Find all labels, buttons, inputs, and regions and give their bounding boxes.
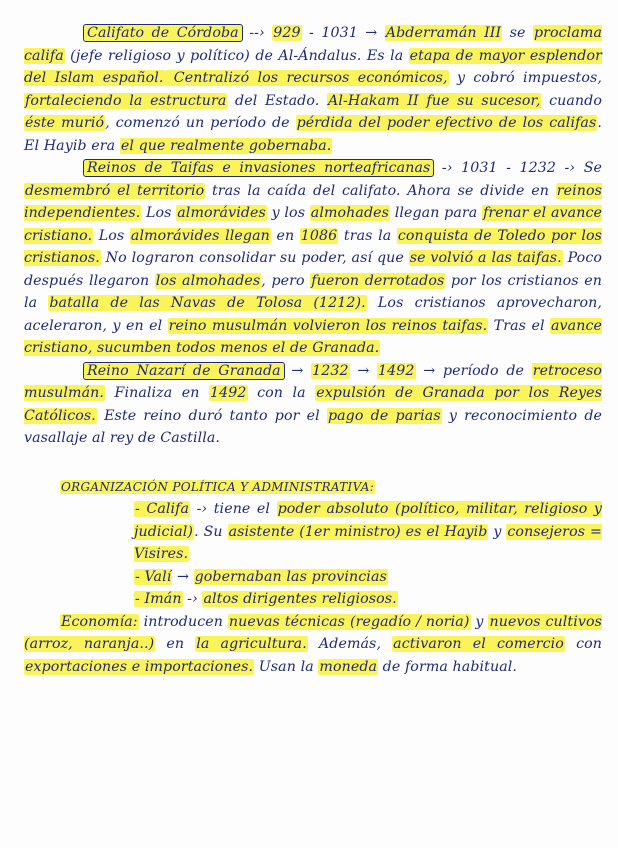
bullet-califa: - Califa -› tiene el poder absoluto (político, militar, religioso y judicial). Su asistente (1er ministro) es el Hayib y consejeros = Visires. [134,501,602,562]
paragraph-economia: Economía: introducen nuevas técnicas (regadío / noria) y nuevos cultivos (arroz, naranja..) en la agricultura. Además, activaron el comercio con exportaciones e importaciones. Usan la moneda de forma habitual. [24,613,603,675]
heading-califato: Califato de Córdoba [84,25,242,41]
heading-taifas: Reinos de Taifas e invasiones norteafricanas [84,160,433,176]
section-title-organizacion: ORGANIZACIÓN POLÍTICA Y ADMINISTRATIVA: [61,479,375,494]
notes-text [24,22,602,678]
bullet-vali: - Valí → gobernaban las provincias [135,568,387,585]
heading-nazari: Reino Nazarí de Granada [84,363,284,379]
heading-economia: Economía: [61,613,138,630]
bullet-iman: - Imán -› altos dirigentes religiosos. [135,591,397,607]
paragraph-califato: Califato de Córdoba --› 929 - 1031 → Abderramán III se proclama califa (jefe religioso y político) de Al-Ándalus. Es la etapa de mayor esplendor del Islam español. Centralizó los recursos económicos, y cobró impuestos, fortaleciendo la estructura del Estado. Al-Hakam II fue su sucesor, cuando éste murió, comenzó un período de pérdida del poder efectivo de los califas. El Hayib era el que realmente gobernaba. [24,25,603,154]
paragraph-taifas: Reinos de Taifas e invasiones norteafricanas -› 1031 - 1232 -› Se desmembró el territorio tras la caída del califato. Ahora se divide en reinos independientes. Los almorávides y los almohades llegan para frenar el avance cristiano. Los almorávides llegan en 1086 tras la conquista de Toledo por los cristianos. No lograron consolidar su poder, así que se volvió a las taifas. Poco después llegaron los almohades, pero fueron derrotados por los cristianos en la batalla de las Navas de Tolosa (1212). Los cristianos aprovecharon, aceleraron, y en el reino musulmán volvieron los reinos taifas. Tras el avance cristiano, sucumben todos menos el de Granada. [24,160,603,356]
paragraph-nazari: Reino Nazarí de Granada → 1232 → 1492 → período de retroceso musulmán. Finaliza en 1492 con la expulsión de Granada por los Reyes Católicos. Este reino duró tanto por el pago de parias y reconocimiento de vasallaje al rey de Castilla. [24,362,603,446]
